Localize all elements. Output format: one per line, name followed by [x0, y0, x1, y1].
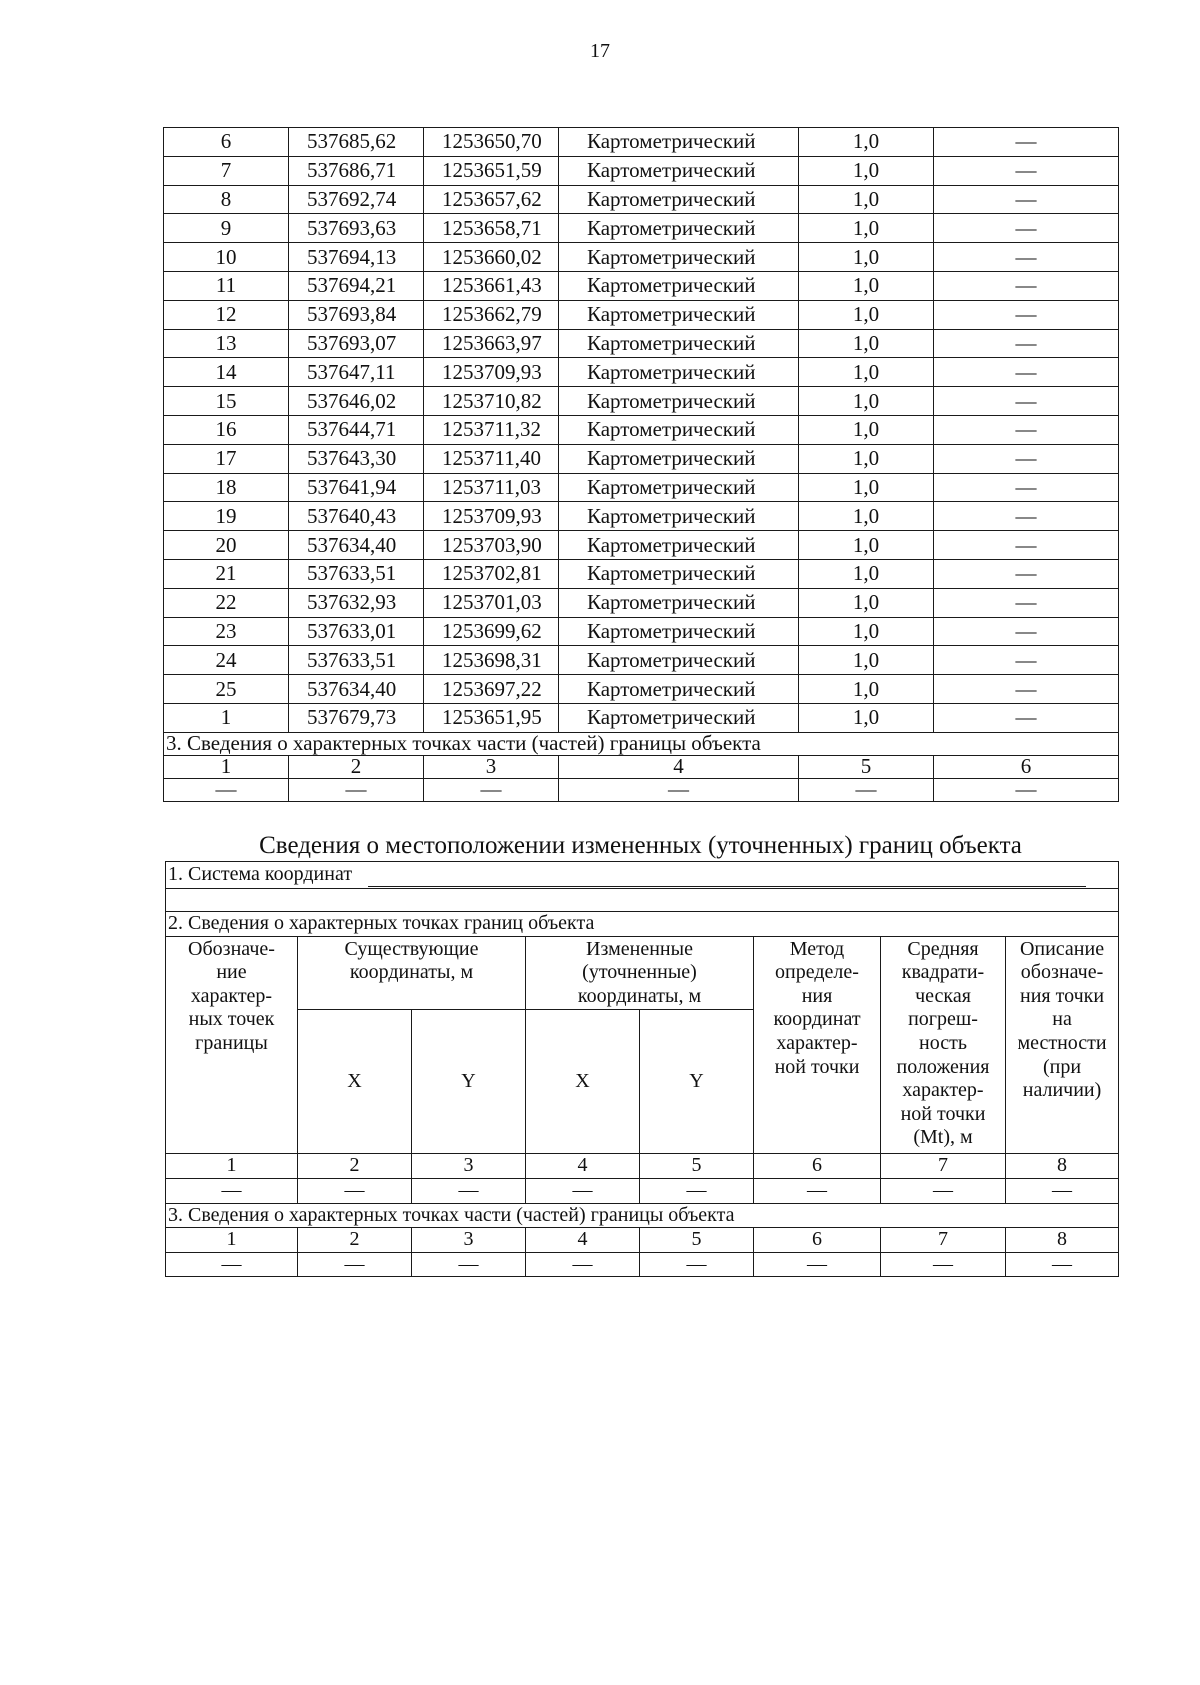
- dash-cell: —: [412, 1252, 526, 1277]
- header-line: характер-: [776, 1031, 858, 1054]
- coordinate-x: 537647,11: [289, 358, 424, 387]
- header-line: ния: [801, 984, 833, 1007]
- point-number: 17: [164, 444, 289, 473]
- header-point-designation: [166, 936, 298, 1154]
- coordinate-y: 1253703,90: [424, 531, 559, 560]
- coordinate-y: 1253658,71: [424, 214, 559, 243]
- col-number: 1: [166, 1154, 298, 1179]
- table-row: [164, 243, 1119, 272]
- col-number: 3: [412, 1228, 526, 1253]
- col-number: 5: [640, 1228, 754, 1253]
- method: Картометрический: [559, 444, 799, 473]
- coordinate-y: 1253657,62: [424, 185, 559, 214]
- header-mean-square-error: [881, 936, 1006, 1154]
- coordinate-y: 1253699,62: [424, 617, 559, 646]
- table-row: [164, 185, 1119, 214]
- dash-cell: —: [1006, 1252, 1119, 1277]
- accuracy: 1,0: [799, 473, 934, 502]
- coordinate-y: 1253697,22: [424, 675, 559, 704]
- col-number: 3: [412, 1154, 526, 1179]
- coordinate-x: 537640,43: [289, 502, 424, 531]
- header-line: ной точки: [774, 1055, 860, 1078]
- point-number: 9: [164, 214, 289, 243]
- section3-dash-row: [166, 1252, 1119, 1277]
- description: —: [934, 271, 1119, 300]
- point-number: 11: [164, 271, 289, 300]
- table-row: [164, 646, 1119, 675]
- column-numbers-row: [166, 1154, 1119, 1179]
- table-row: [164, 128, 1119, 157]
- table-row: [164, 703, 1119, 732]
- coordinate-y: 1253661,43: [424, 271, 559, 300]
- coordinate-y: 1253698,31: [424, 646, 559, 675]
- point-number: 21: [164, 559, 289, 588]
- header-line: границы: [195, 1031, 268, 1054]
- coordinate-y: 1253709,93: [424, 358, 559, 387]
- header-line: координаты, м: [577, 984, 702, 1007]
- point-number: 19: [164, 502, 289, 531]
- point-number: 6: [164, 128, 289, 157]
- accuracy: 1,0: [799, 531, 934, 560]
- section3-title: 3. Сведения о характерных точках части (частей) границы объекта: [164, 732, 1119, 755]
- accuracy: 1,0: [799, 156, 934, 185]
- section2-title: 2. Сведения о характерных точках границ объекта: [166, 912, 1119, 937]
- dash-row: [166, 1178, 1119, 1203]
- coord-system-cell: [166, 862, 1119, 889]
- col-number: 5: [799, 755, 934, 778]
- accuracy: 1,0: [799, 415, 934, 444]
- accuracy: 1,0: [799, 646, 934, 675]
- col-number: 8: [1006, 1228, 1119, 1253]
- dash-cell: —: [298, 1178, 412, 1203]
- boundary-points-table: [163, 127, 1119, 802]
- section3-title-row: [164, 732, 1119, 755]
- header-line: ность: [919, 1031, 967, 1054]
- dash-cell: —: [526, 1178, 640, 1203]
- accuracy: 1,0: [799, 358, 934, 387]
- section3-title: 3. Сведения о характерных точках части (частей) границы объекта: [166, 1203, 1119, 1228]
- point-number: 1: [164, 703, 289, 732]
- description: —: [934, 444, 1119, 473]
- table-row: [164, 300, 1119, 329]
- table-row: [164, 473, 1119, 502]
- header-line: наличии): [1022, 1079, 1102, 1102]
- coordinate-y: 1253660,02: [424, 243, 559, 272]
- point-number: 12: [164, 300, 289, 329]
- header-line: ных точек: [188, 1008, 275, 1031]
- header-line: Описание: [1019, 937, 1105, 960]
- coordinate-y: 1253711,40: [424, 444, 559, 473]
- coordinate-x: 537634,40: [289, 531, 424, 560]
- col-number: 5: [640, 1154, 754, 1179]
- method: Картометрический: [559, 214, 799, 243]
- method: Картометрический: [559, 473, 799, 502]
- header-line: положения: [896, 1055, 990, 1078]
- section3-title-row: [166, 1203, 1119, 1228]
- section3-column-numbers-row: [166, 1228, 1119, 1253]
- coordinate-y: 1253651,95: [424, 703, 559, 732]
- coordinate-x: 537694,13: [289, 243, 424, 272]
- col-number: 1: [164, 755, 289, 778]
- description: —: [934, 358, 1119, 387]
- point-number: 18: [164, 473, 289, 502]
- col-number: 7: [881, 1154, 1006, 1179]
- col-number: 7: [881, 1228, 1006, 1253]
- dash-cell: —: [934, 778, 1119, 801]
- col-number: 6: [934, 755, 1119, 778]
- blank-row: [166, 889, 1119, 912]
- coordinate-x: 537693,84: [289, 300, 424, 329]
- point-number: 16: [164, 415, 289, 444]
- col-number: 6: [754, 1228, 881, 1253]
- header-changed-y: Y: [640, 1010, 754, 1154]
- description: —: [934, 185, 1119, 214]
- col-number: 3: [424, 755, 559, 778]
- header-line: (при: [1042, 1055, 1082, 1078]
- description: —: [934, 675, 1119, 704]
- coordinate-x: 537644,71: [289, 415, 424, 444]
- table-row: [164, 588, 1119, 617]
- accuracy: 1,0: [799, 588, 934, 617]
- accuracy: 1,0: [799, 387, 934, 416]
- point-number: 13: [164, 329, 289, 358]
- method: Картометрический: [559, 243, 799, 272]
- header-line: квадрати-: [901, 961, 985, 984]
- coord-system-label: 1. Система координат: [168, 863, 353, 886]
- col-number: 1: [166, 1228, 298, 1253]
- point-number: 25: [164, 675, 289, 704]
- method: Картометрический: [559, 128, 799, 157]
- coordinate-x: 537694,21: [289, 271, 424, 300]
- dash-cell: —: [424, 778, 559, 801]
- col-number: 2: [289, 755, 424, 778]
- coordinate-x: 537633,51: [289, 646, 424, 675]
- accuracy: 1,0: [799, 243, 934, 272]
- dash-cell: —: [754, 1252, 881, 1277]
- dash-cell: —: [640, 1178, 754, 1203]
- header-line: ческая: [915, 984, 971, 1007]
- header-existing-coordinates: [298, 936, 526, 1010]
- method: Картометрический: [559, 703, 799, 732]
- method: Картометрический: [559, 185, 799, 214]
- coordinate-x: 537679,73: [289, 703, 424, 732]
- method: Картометрический: [559, 156, 799, 185]
- coordinate-y: 1253711,03: [424, 473, 559, 502]
- coordinate-y: 1253651,59: [424, 156, 559, 185]
- coordinate-x: 537633,51: [289, 559, 424, 588]
- coordinate-x: 537633,01: [289, 617, 424, 646]
- coordinate-y: 1253702,81: [424, 559, 559, 588]
- accuracy: 1,0: [799, 329, 934, 358]
- coordinate-x: 537686,71: [289, 156, 424, 185]
- accuracy: 1,0: [799, 617, 934, 646]
- table-row: [164, 387, 1119, 416]
- description: —: [934, 387, 1119, 416]
- coordinate-x: 537634,40: [289, 675, 424, 704]
- table-row: [164, 214, 1119, 243]
- method: Картометрический: [559, 358, 799, 387]
- boundary-points-body: [164, 128, 1119, 733]
- description: —: [934, 473, 1119, 502]
- dash-cell: —: [166, 1178, 298, 1203]
- accuracy: 1,0: [799, 502, 934, 531]
- col-number: 6: [754, 1154, 881, 1179]
- header-line: местности: [1017, 1031, 1107, 1054]
- description: —: [934, 502, 1119, 531]
- page-number: 17: [590, 40, 610, 62]
- header-line: координат: [773, 1008, 861, 1031]
- header-line: Существующие: [344, 937, 479, 960]
- accuracy: 1,0: [799, 214, 934, 243]
- coordinate-x: 537692,74: [289, 185, 424, 214]
- dash-cell: —: [526, 1252, 640, 1277]
- method: Картометрический: [559, 675, 799, 704]
- header-method: [754, 936, 881, 1154]
- point-number: 14: [164, 358, 289, 387]
- coordinate-y: 1253662,79: [424, 300, 559, 329]
- col-number: 8: [1006, 1154, 1119, 1179]
- dash-cell: —: [754, 1178, 881, 1203]
- dash-cell: —: [799, 778, 934, 801]
- header-line: (уточненные): [582, 961, 697, 984]
- header-line: характер-: [190, 984, 273, 1007]
- accuracy: 1,0: [799, 444, 934, 473]
- coordinate-x: 537646,02: [289, 387, 424, 416]
- accuracy: 1,0: [799, 559, 934, 588]
- method: Картометрический: [559, 646, 799, 675]
- header-line: ной точки: [900, 1102, 986, 1125]
- accuracy: 1,0: [799, 128, 934, 157]
- header-line: Обозначе-: [188, 937, 275, 960]
- method: Картометрический: [559, 271, 799, 300]
- dash-cell: —: [166, 1252, 298, 1277]
- table-row: [164, 559, 1119, 588]
- point-number: 15: [164, 387, 289, 416]
- table-row: [164, 415, 1119, 444]
- coordinate-x: 537693,07: [289, 329, 424, 358]
- dash-cell: —: [289, 778, 424, 801]
- accuracy: 1,0: [799, 185, 934, 214]
- header-line: ние: [216, 961, 247, 984]
- table-row: [164, 444, 1119, 473]
- coordinate-x: 537685,62: [289, 128, 424, 157]
- coordinate-x: 537641,94: [289, 473, 424, 502]
- description: —: [934, 156, 1119, 185]
- header-line: погреш-: [908, 1008, 978, 1031]
- accuracy: 1,0: [799, 271, 934, 300]
- method: Картометрический: [559, 329, 799, 358]
- dash-cell: —: [881, 1252, 1006, 1277]
- point-number: 24: [164, 646, 289, 675]
- table-row: [164, 358, 1119, 387]
- coordinate-x: 537693,63: [289, 214, 424, 243]
- coordinate-y: 1253650,70: [424, 128, 559, 157]
- coordinate-y: 1253709,93: [424, 502, 559, 531]
- header-existing-x: X: [298, 1010, 412, 1154]
- description: —: [934, 329, 1119, 358]
- description: —: [934, 617, 1119, 646]
- table-row: [164, 617, 1119, 646]
- method: Картометрический: [559, 531, 799, 560]
- col-number: 4: [526, 1228, 640, 1253]
- coordinate-x: 537643,30: [289, 444, 424, 473]
- coordinate-y: 1253701,03: [424, 588, 559, 617]
- description: —: [934, 703, 1119, 732]
- coordinate-y: 1253711,32: [424, 415, 559, 444]
- header-line: на: [1052, 1008, 1072, 1031]
- point-number: 22: [164, 588, 289, 617]
- table-row: [164, 271, 1119, 300]
- header-line: координаты, м: [349, 961, 474, 984]
- coordinate-y: 1253710,82: [424, 387, 559, 416]
- header-line: Метод: [789, 937, 845, 960]
- table-row: [164, 675, 1119, 704]
- col-number: 2: [298, 1228, 412, 1253]
- description: —: [934, 415, 1119, 444]
- dash-cell: —: [881, 1178, 1006, 1203]
- table-row: [164, 502, 1119, 531]
- table-row: [164, 531, 1119, 560]
- header-line: Средняя: [907, 937, 979, 960]
- accuracy: 1,0: [799, 703, 934, 732]
- method: Картометрический: [559, 415, 799, 444]
- col-number: 4: [559, 755, 799, 778]
- dash-cell: —: [640, 1252, 754, 1277]
- header-line: характер-: [902, 1079, 984, 1102]
- accuracy: 1,0: [799, 675, 934, 704]
- table-row: [164, 156, 1119, 185]
- coordinate-x: 537632,93: [289, 588, 424, 617]
- section-heading: Сведения о местоположении измененных (уточненных) границ объекта: [259, 832, 1022, 859]
- dash-cell: —: [559, 778, 799, 801]
- description: —: [934, 588, 1119, 617]
- coord-system-blank-line: [368, 868, 1086, 887]
- description: —: [934, 243, 1119, 272]
- col-number: 2: [298, 1154, 412, 1179]
- header-line: Измененные: [586, 937, 693, 960]
- description: —: [934, 214, 1119, 243]
- description: —: [934, 559, 1119, 588]
- header-line: определе-: [775, 961, 859, 984]
- point-number: 8: [164, 185, 289, 214]
- header-changed-x: X: [526, 1010, 640, 1154]
- method: Картометрический: [559, 300, 799, 329]
- header-line: обозначе-: [1020, 961, 1104, 984]
- accuracy: 1,0: [799, 300, 934, 329]
- section2-title-row: [166, 912, 1119, 937]
- method: Картометрический: [559, 387, 799, 416]
- header-point-description: [1006, 936, 1119, 1154]
- header-existing-y: Y: [412, 1010, 526, 1154]
- dash-cell: —: [1006, 1178, 1119, 1203]
- table-row: [164, 329, 1119, 358]
- method: Картометрический: [559, 588, 799, 617]
- point-number: 10: [164, 243, 289, 272]
- header-line: ния точки: [1020, 984, 1105, 1007]
- description: —: [934, 646, 1119, 675]
- description: —: [934, 128, 1119, 157]
- changed-boundaries-table: [165, 861, 1119, 1277]
- point-number: 20: [164, 531, 289, 560]
- method: Картометрический: [559, 559, 799, 588]
- method: Картометрический: [559, 502, 799, 531]
- header-line: (Mt), м: [913, 1126, 973, 1149]
- section3-column-numbers-row: [164, 755, 1119, 778]
- point-number: 23: [164, 617, 289, 646]
- section3-dash-row: [164, 778, 1119, 801]
- coordinate-y: 1253663,97: [424, 329, 559, 358]
- col-number: 4: [526, 1154, 640, 1179]
- coord-system-row: [166, 862, 1119, 889]
- header-changed-coordinates: [526, 936, 754, 1010]
- description: —: [934, 531, 1119, 560]
- header-row-1: [166, 936, 1119, 1010]
- dash-cell: —: [164, 778, 289, 801]
- method: Картометрический: [559, 617, 799, 646]
- blank-cell: [166, 889, 1119, 912]
- description: —: [934, 300, 1119, 329]
- dash-cell: —: [298, 1252, 412, 1277]
- point-number: 7: [164, 156, 289, 185]
- dash-cell: —: [412, 1178, 526, 1203]
